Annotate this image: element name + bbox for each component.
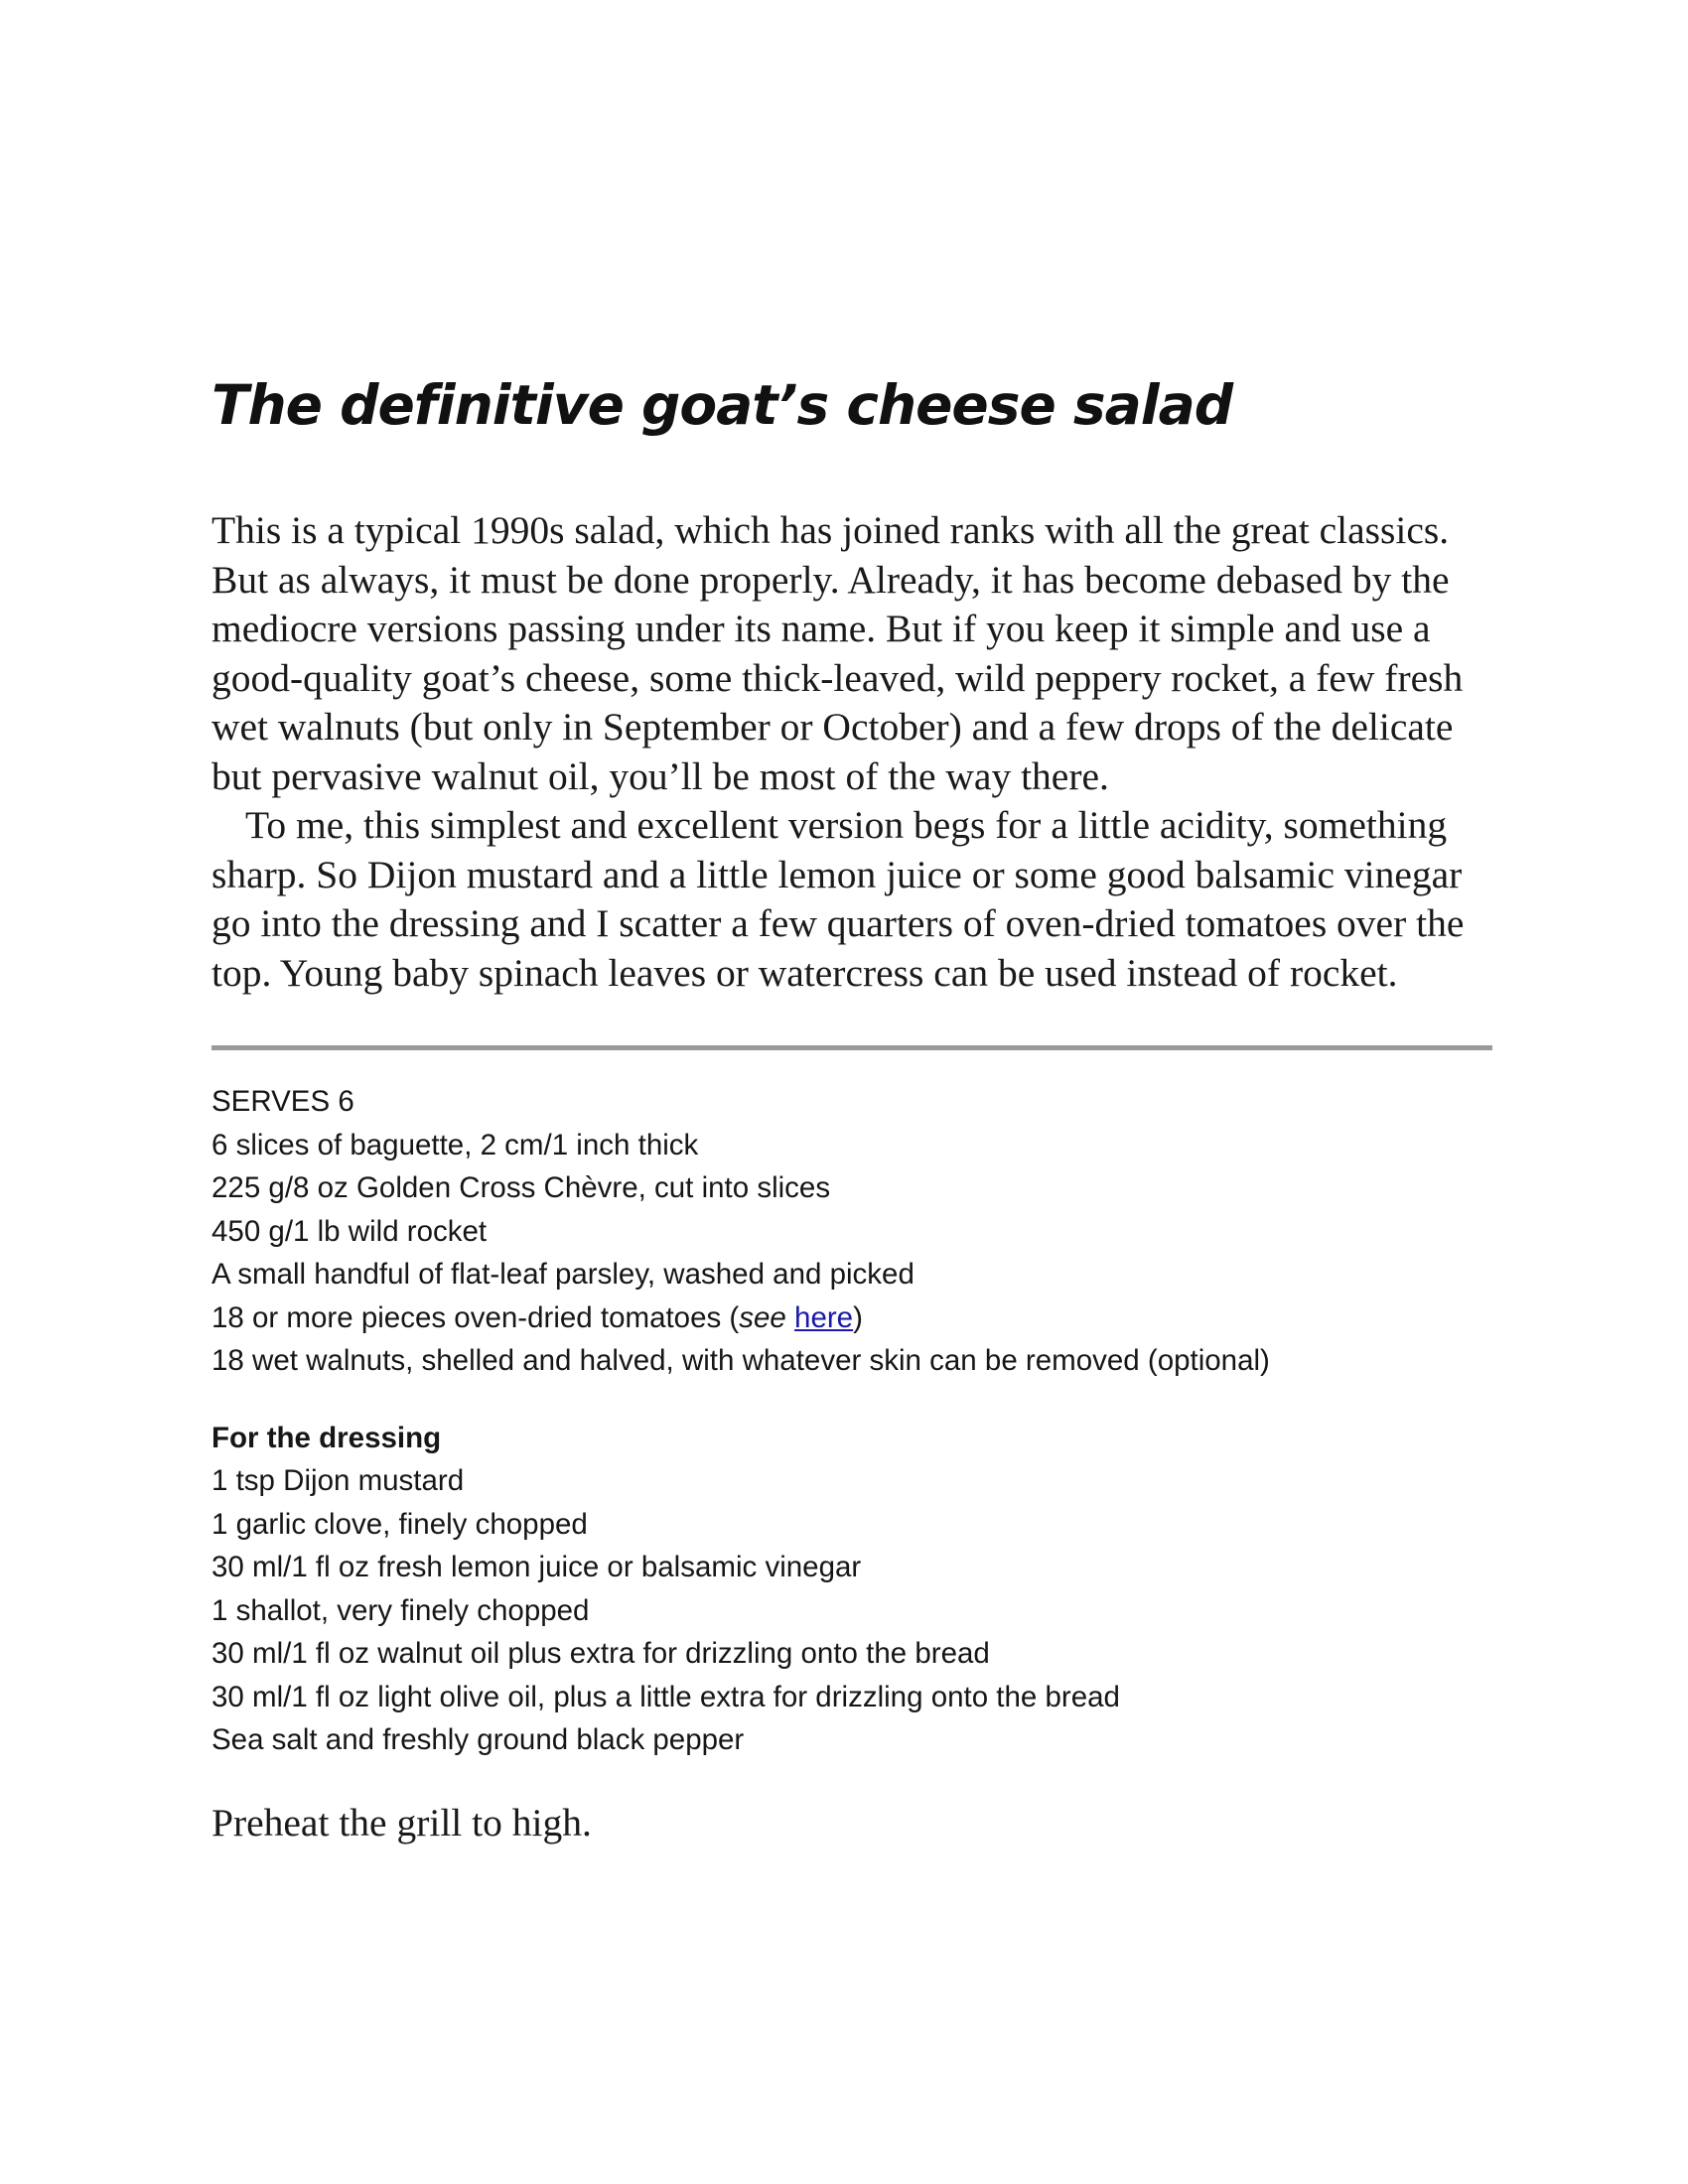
section-divider xyxy=(211,1045,1492,1050)
ingredient-text-close: ) xyxy=(853,1300,863,1334)
recipe-intro xyxy=(211,506,1492,998)
dressing-item: 1 tsp Dijon mustard xyxy=(211,1464,465,1497)
recipe-title: The definitive goat’s cheese salad xyxy=(211,373,1233,437)
see-reference: see xyxy=(739,1300,786,1334)
ingredient-text: 18 or more pieces oven-dried tomatoes ( xyxy=(211,1300,740,1334)
ingredient-item: 18 wet walnuts, shelled and halved, with whatever skin can be removed (optional) xyxy=(211,1344,1270,1377)
serves-label: SERVES 6 xyxy=(211,1085,354,1118)
method-step: Preheat the grill to high. xyxy=(211,1800,592,1844)
ingredient-item: 6 slices of baguette, 2 cm/1 inch thick xyxy=(211,1128,699,1161)
dressing-item: 30 ml/1 fl oz walnut oil plus extra for drizzling onto the bread xyxy=(211,1637,990,1670)
method-section xyxy=(211,1798,1492,1847)
ingredient-item: 450 g/1 lb wild rocket xyxy=(211,1214,488,1248)
intro-paragraph: This is a typical 1990s salad, which has joined ranks with all the great classics. But as always, it must be done properly. Already, it has become debased by the mediocre versions passing under its name. But if you keep it simple and use a good-quality goat’s cheese, some thick-leaved, wild peppery rocket, a few fresh wet walnuts (but only in September or October) and a few drops of the delicate but pervasive walnut oil, you’ll be most of the way there. xyxy=(211,508,1464,798)
ingredient-item-tomatoes xyxy=(211,1297,1492,1340)
dressing-item: 30 ml/1 fl oz light olive oil, plus a little extra for drizzling onto the bread xyxy=(211,1680,1120,1713)
dressing-item: 30 ml/1 fl oz fresh lemon juice or balsamic vinegar xyxy=(211,1551,862,1583)
dressing-heading: For the dressing xyxy=(211,1421,442,1454)
ingredient-item: A small handful of flat-leaf parsley, washed and picked xyxy=(211,1258,914,1291)
ingredient-item: 225 g/8 oz Golden Cross Chèvre, cut into slices xyxy=(211,1171,831,1204)
intro-paragraph: To me, this simplest and excellent version begs for a little acidity, something sharp. So Dijon mustard and a little lemon juice or some good balsamic vinegar go into the dressing and I scatter a few quarters of oven-dried tomatoes over the top. Young baby spinach leaves or watercress can be used instead of rocket. xyxy=(211,803,1465,995)
dressing-section xyxy=(211,1417,1492,1762)
ingredients-list xyxy=(211,1080,1492,1762)
recipe-page xyxy=(211,367,1492,1847)
dressing-item: Sea salt and freshly ground black pepper xyxy=(211,1723,745,1756)
dressing-item: 1 shallot, very finely chopped xyxy=(211,1593,590,1627)
dressing-item: 1 garlic clove, finely chopped xyxy=(211,1507,588,1541)
cross-reference-link[interactable]: here xyxy=(794,1300,854,1334)
